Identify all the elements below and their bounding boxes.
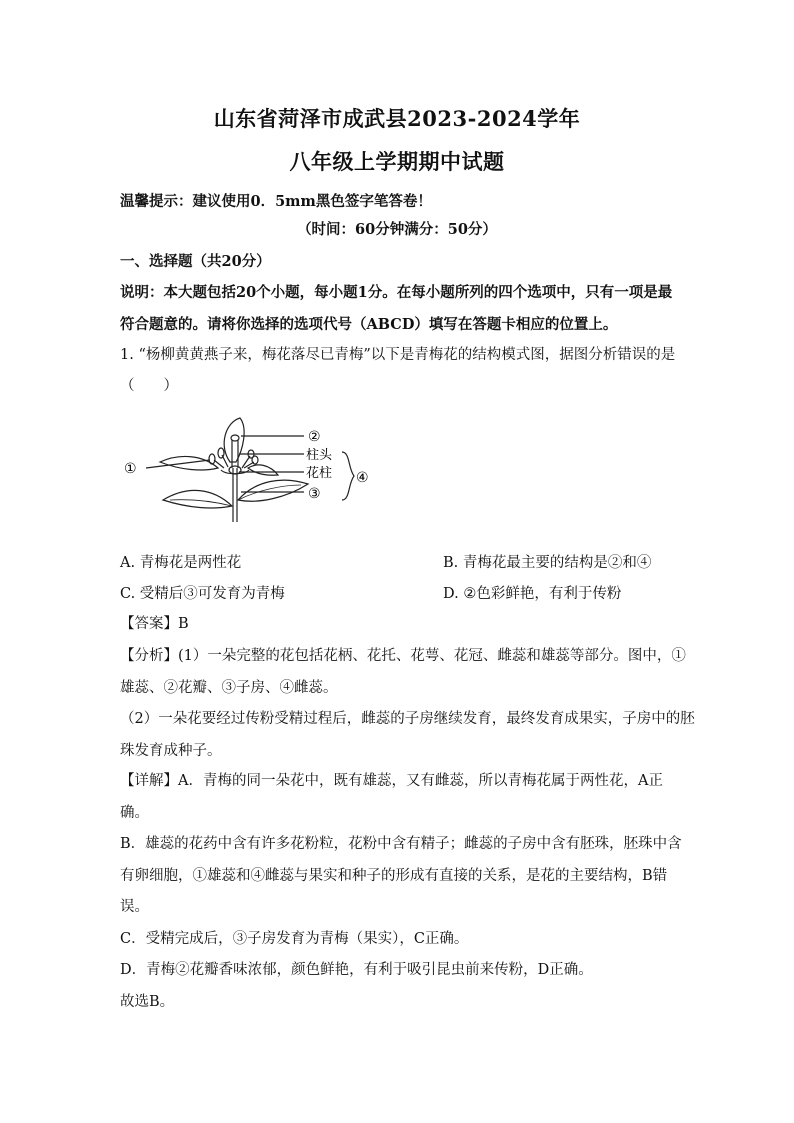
brace <box>342 452 354 500</box>
option-b: B. 青梅花最主要的结构是②和④ <box>443 555 652 571</box>
analysis-line1: 【分析】(1）一朵完整的花包括花柄、花托、花萼、花冠、雌蕊和雄蕊等部分。图中，① <box>120 648 686 664</box>
detail-line6: C．受精完成后，③子房发育为青梅（果实），C正确。 <box>120 931 469 947</box>
page-title-line1: 山东省菏泽市成武县2023-2024学年 <box>213 106 581 131</box>
exam-tip: 温馨提示：建议使用0．5mm黑色签字笔答卷！ <box>120 193 432 210</box>
option-a: A. 青梅花是两性花 <box>120 555 242 571</box>
detail-line4: 有卵细胞，①雄蕊和④雌蕊与果实和种子的形成有直接的关系，是花的主要结构，B错 <box>120 868 668 884</box>
flower-stem <box>233 468 237 522</box>
analysis-line3: （2）一朵花要经过传粉受精过程后，雌蕊的子房继续发育，最终发育成果实，子房中的胚 <box>120 711 695 727</box>
label-4: ④ <box>356 470 369 486</box>
label-3: ③ <box>308 486 321 502</box>
time-note: （时间：60分钟满分：50分） <box>297 221 497 238</box>
label-2: ② <box>308 429 321 445</box>
detail-line7: D．青梅②花瓣香味浓郁，颜色鲜艳，有利于吸引昆虫前来传粉，D正确。 <box>120 962 593 978</box>
conclusion: 故选B。 <box>120 994 175 1010</box>
answer: 【答案】B <box>120 616 189 632</box>
pistil <box>232 440 238 468</box>
section-instruction-line2: 符合题意的。请将你选择的选项代号（ABCD）填写在答题卡相应的位置上。 <box>120 316 618 333</box>
detail-line2: 确。 <box>120 805 149 821</box>
label-stigma: 柱头 <box>306 448 333 463</box>
detail-line1: 【详解】A．青梅的同一朵花中，既有雄蕊，又有雌蕊，所以青梅花属于两性花，A正 <box>120 773 663 789</box>
option-d: D. ②色彩鲜艳，有利于传粉 <box>443 586 622 602</box>
right-petal <box>248 465 278 475</box>
page-title-line2: 八年级上学期期中试题 <box>289 149 505 174</box>
detail-line5: 误。 <box>120 899 149 915</box>
detail-line3: B．雄蕊的花药中含有许多花粉粒，花粉中含有精子；雌蕊的子房中含有胚珠，胚珠中含 <box>120 836 682 852</box>
section-heading: 一、选择题（共20分） <box>120 253 271 270</box>
analysis-line4: 珠发育成种子。 <box>120 743 222 759</box>
question1-stem-line2: （ ） <box>120 378 178 394</box>
left-lower-leaf <box>163 490 232 508</box>
flower-structure-figure <box>118 410 388 525</box>
option-c: C. 受精后③可发育为青梅 <box>120 586 285 602</box>
label-style: 花柱 <box>306 466 333 481</box>
top-petal <box>224 418 244 462</box>
section-instruction-line1: 说明：本大题包括20个小题，每小题1分。在每小题所列的四个选项中，只有一项是最 <box>120 284 673 301</box>
right-lower-leaf <box>238 480 308 501</box>
analysis-line2: 雄蕊、②花瓣、③子房、④雌蕊。 <box>120 680 338 696</box>
label-1: ① <box>124 461 137 477</box>
question1-stem-line1: 1. “杨柳黄黄燕子来，梅花落尽已青梅”以下是青梅花的结构模式图，据图分析错误的是 <box>120 347 676 363</box>
